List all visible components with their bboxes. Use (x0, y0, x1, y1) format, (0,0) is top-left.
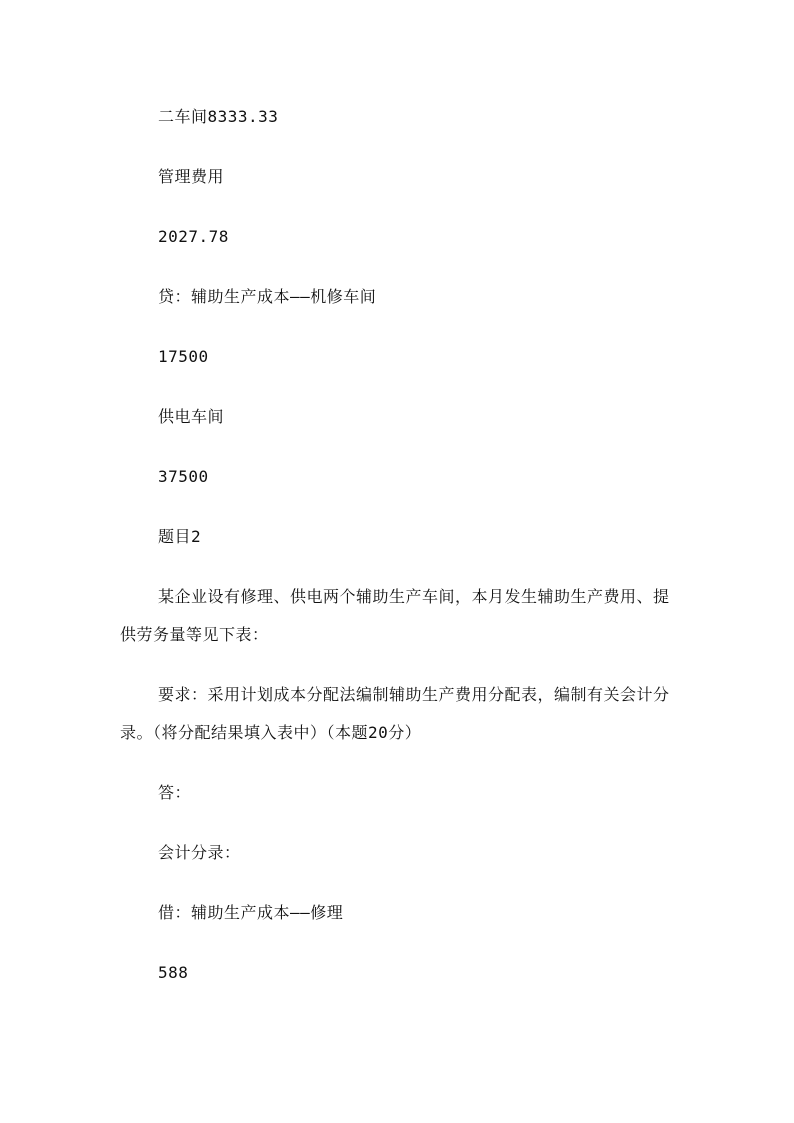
question-heading: 题目2 (158, 527, 202, 546)
entry-line-power-workshop: 供电车间 (158, 407, 225, 426)
entry-line-admin-expense: 管理费用 (158, 167, 225, 186)
question-description: 某企业设有修理、供电两个辅助生产车间，本月发生辅助生产费用、提供劳务量等见下表： (120, 587, 670, 644)
journal-entry-label: 会计分录： (158, 843, 241, 862)
answer-label: 答： (158, 783, 192, 802)
entry-line-credit-amount-1: 17500 (158, 347, 209, 366)
entry-line-credit: 贷：辅助生产成本——机修车间 (158, 287, 377, 306)
entry-line-credit-amount-2: 37500 (158, 467, 209, 486)
document-body (120, 98, 680, 1014)
entry-line-workshop-2: 二车间8333.33 (158, 107, 279, 126)
entry-line-debit: 借：辅助生产成本——修理 (158, 903, 344, 922)
question-requirement: 要求：采用计划成本分配法编制辅助生产费用分配表，编制有关会计分录。（将分配结果填入表中）（本题20分） (120, 685, 670, 742)
entry-line-debit-amount: 588 (158, 963, 189, 982)
entry-line-admin-amount: 2027.78 (158, 227, 229, 246)
